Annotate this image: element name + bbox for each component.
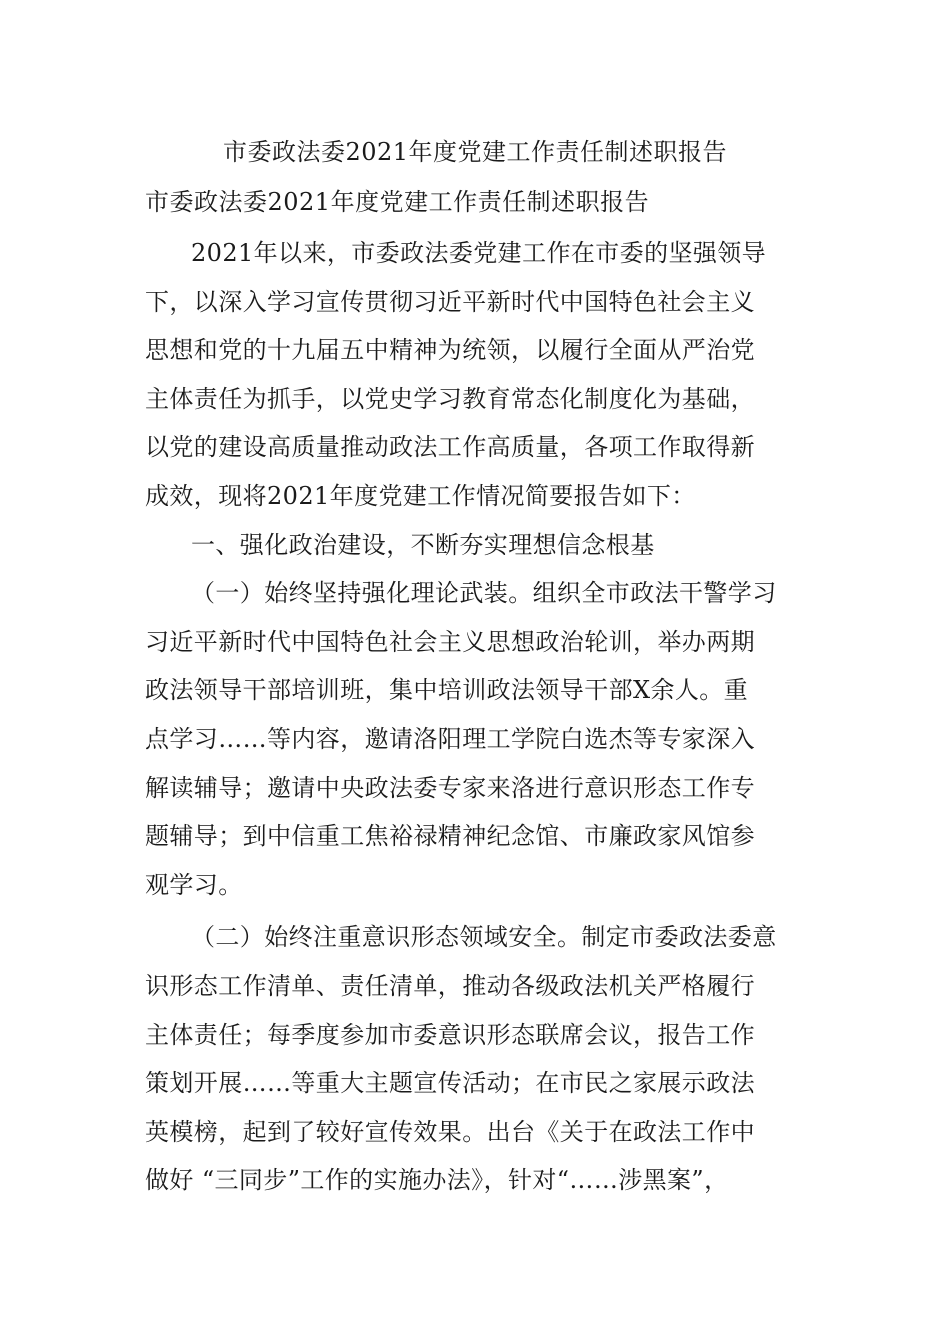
paragraph-3-line-5: 英模榜，起到了较好宣传效果。出台《关于在政法工作中 [145, 1117, 755, 1146]
paragraph-2-line-4: 点学习……等内容，邀请洛阳理工学院白选杰等专家深入 [145, 724, 755, 753]
paragraph-1-line-2: 下，以深入学习宣传贯彻习近平新时代中国特色社会主义 [145, 287, 755, 316]
paragraph-2-line-2: 习近平新时代中国特色社会主义思想政治轮训，举办两期 [145, 627, 755, 656]
section-heading-1: 一、强化政治建设，不断夯实理想信念根基 [191, 530, 655, 559]
paragraph-1-line-4: 主体责任为抓手，以党史学习教育常态化制度化为基础， [145, 384, 755, 413]
paragraph-2-line-7: 观学习。 [145, 870, 243, 899]
paragraph-1-line-5: 以党的建设高质量推动政法工作高质量，各项工作取得新 [145, 433, 755, 462]
paragraph-2-line-6: 题辅导；到中信重工焦裕禄精神纪念馆、市廉政家风馆参 [145, 822, 755, 851]
paragraph-3-line-3: 主体责任；每季度参加市委意识形态联席会议，报告工作 [145, 1020, 755, 1049]
paragraph-2-line-1: （一）始终坚持强化理论武装。组织全市政法干警学习 [191, 579, 777, 608]
paragraph-3-line-4: 策划开展……等重大主题宣传活动；在市民之家展示政法 [145, 1069, 755, 1098]
paragraph-1-line-1: 2021年以来，市委政法委党建工作在市委的坚强领导 [191, 239, 767, 267]
paragraph-3-line-6: 做好 “三同步”工作的实施办法》，针对“……涉黑案”， [145, 1166, 729, 1195]
document-title: 市委政法委2021年度党建工作责任制述职报告 [145, 188, 650, 216]
paragraph-3-line-1: （二）始终注重意识形态领域安全。制定市委政法委意 [191, 923, 777, 952]
paragraph-2-line-5: 解读辅导；邀请中央政法委专家来洛进行意识形态工作专 [145, 773, 755, 802]
document-body [145, 231, 815, 1207]
document-title-centered: 市委政法委2021年度党建工作责任制述职报告 [222, 138, 728, 166]
paragraph-1-line-3: 思想和党的十九届五中精神为统领，以履行全面从严治党 [145, 336, 755, 365]
paragraph-1-line-6: 成效，现将2021年度党建工作情况简要报告如下： [145, 481, 696, 510]
paragraph-2-line-3: 政法领导干部培训班，集中培训政法领导干部X余人。重 [145, 676, 749, 705]
paragraph-3-line-2: 识形态工作清单、责任清单，推动各级政法机关严格履行 [145, 971, 755, 1000]
